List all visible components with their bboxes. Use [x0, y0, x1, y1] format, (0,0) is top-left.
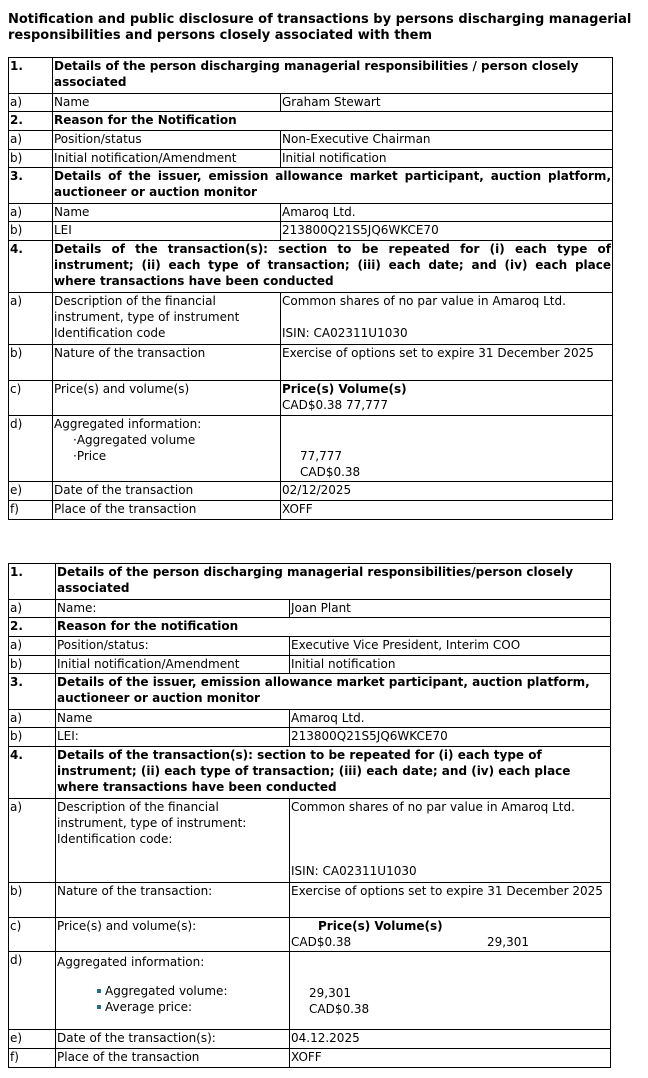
table-row	[9, 416, 613, 482]
row-label: Position/status:	[56, 637, 290, 656]
row-label: Name	[53, 94, 281, 112]
row-label: LEI:	[56, 728, 290, 747]
table-row	[9, 600, 611, 618]
section-4-header-row	[9, 241, 613, 293]
aggregated-info-label: Aggregated information:	[57, 955, 205, 969]
row-label	[56, 799, 290, 883]
row-key: a)	[9, 637, 56, 656]
row-label: Nature of the transaction	[53, 345, 281, 381]
section-number: 3.	[9, 674, 56, 710]
section-heading: Details of the person discharging managerial responsibilities / person closely associated	[53, 58, 613, 94]
row-key: f)	[9, 1049, 56, 1068]
price-value: CAD$0.38	[291, 935, 352, 949]
section-heading: Details of the issuer, emission allowance market participant, auction platform, auctioneer or auction monitor	[53, 168, 613, 204]
bullet-item	[97, 983, 288, 999]
row-key: b)	[9, 883, 56, 918]
row-label: Name:	[56, 600, 290, 618]
aggregated-value-cell	[290, 952, 611, 1030]
isin-value: ISIN: CA02311U1030	[291, 864, 417, 878]
row-label: Place of the transaction	[53, 501, 281, 520]
position-status-value: Executive Vice President, Interim COO	[290, 637, 611, 656]
aggregated-volume-label: Aggregated volume:	[105, 984, 228, 998]
table-row	[9, 204, 613, 222]
aggregated-volume-value: 29,301	[309, 986, 351, 1000]
row-key: a)	[9, 600, 56, 618]
section-3-header-row	[9, 674, 611, 710]
transaction-place-value: XOFF	[281, 501, 613, 520]
lei-value: 213800Q21S5JQ6WKCE70	[290, 728, 611, 747]
notification-type-value: Initial notification	[290, 656, 611, 674]
bullet-item	[97, 999, 288, 1015]
transaction-date-value: 04.12.2025	[290, 1030, 611, 1049]
instrument-value-cell	[281, 293, 613, 345]
table-row	[9, 293, 613, 345]
identification-code-label: Identification code:	[57, 832, 173, 846]
price-label: ·Price	[73, 449, 107, 463]
pdmr-notification-table-2	[8, 563, 611, 1068]
row-key: a)	[9, 94, 53, 112]
row-key: d)	[9, 416, 53, 482]
row-label: Initial notification/Amendment	[56, 656, 290, 674]
section-1-header-row	[9, 564, 611, 600]
aggregated-value-cell	[281, 416, 613, 482]
instrument-value-cell	[290, 799, 611, 883]
position-status-value: Non-Executive Chairman	[281, 131, 613, 150]
table-row	[9, 1049, 611, 1068]
row-key: f)	[9, 501, 53, 520]
square-bullet-icon	[97, 989, 101, 993]
row-label: LEI	[53, 222, 281, 241]
instrument-description-label: Description of the financial instrument, type of instrument	[54, 294, 240, 324]
row-key: e)	[9, 482, 53, 501]
aggregated-volume-label: ·Aggregated volume	[73, 433, 196, 447]
transaction-nature-value: Exercise of options set to expire 31 December 2025	[290, 883, 611, 918]
section-number: 4.	[9, 747, 56, 799]
section-number: 4.	[9, 241, 53, 293]
section-heading: Reason for the Notification	[53, 112, 613, 131]
issuer-name-value: Amaroq Ltd.	[290, 710, 611, 728]
section-number: 2.	[9, 112, 53, 131]
transaction-nature-value: Exercise of options set to expire 31 December 2025	[281, 345, 613, 381]
row-label: Price(s) and volume(s):	[56, 918, 290, 952]
table-row	[9, 1030, 611, 1049]
transaction-date-value: 02/12/2025	[281, 482, 613, 501]
price-volume-header: Price(s) Volume(s)	[318, 919, 443, 933]
row-key: c)	[9, 381, 53, 416]
row-label: Date of the transaction(s):	[56, 1030, 290, 1049]
transaction-place-value: XOFF	[290, 1049, 611, 1068]
row-key: b)	[9, 150, 53, 168]
instrument-description-label: Description of the financial instrument, type of instrument:	[57, 800, 247, 830]
section-heading: Details of the issuer, emission allowance market participant, auction platform, auctioneer or auction monitor	[56, 674, 611, 710]
price-value: CAD$0.38	[282, 398, 343, 412]
table-row	[9, 637, 611, 656]
table-row	[9, 918, 611, 952]
person-name-value: Graham Stewart	[281, 94, 613, 112]
section-number: 1.	[9, 58, 53, 94]
lei-value: 213800Q21S5JQ6WKCE70	[281, 222, 613, 241]
row-key: a)	[9, 131, 53, 150]
aggregated-volume-value: 77,777	[300, 449, 342, 463]
row-key: a)	[9, 204, 53, 222]
row-label	[53, 293, 281, 345]
row-label: Place of the transaction	[56, 1049, 290, 1068]
table-row	[9, 222, 613, 241]
section-2-header-row	[9, 618, 611, 637]
volume-value: 77,777	[346, 398, 389, 412]
row-key: b)	[9, 345, 53, 381]
row-label: Name	[56, 710, 290, 728]
table-row	[9, 883, 611, 918]
table-row	[9, 728, 611, 747]
table-row	[9, 131, 613, 150]
table-row	[9, 710, 611, 728]
row-key: a)	[9, 710, 56, 728]
price-volume-row	[291, 934, 609, 950]
section-3-header-row	[9, 168, 613, 204]
issuer-name-value: Amaroq Ltd.	[281, 204, 613, 222]
row-key: b)	[9, 656, 56, 674]
row-key: a)	[9, 799, 56, 883]
aggregated-bullet-list	[57, 983, 288, 1015]
aggregated-label-cell	[53, 416, 281, 482]
pdmr-notification-table-1	[8, 57, 613, 520]
price-volume-header: Price(s) Volume(s)	[282, 382, 407, 396]
row-label: Nature of the transaction:	[56, 883, 290, 918]
notification-type-value: Initial notification	[281, 150, 613, 168]
section-heading: Details of the transaction(s): section to be repeated for (i) each type of instrument; (ii) each type of transaction; (iii) each date; and (iv) each place where transactions have been conducted	[53, 241, 613, 293]
section-heading: Details of the transaction(s): section to be repeated for (i) each type of instrument; (ii) each type of transaction; (iii) each date; and (iv) each place where transactions have been conducted	[56, 747, 611, 799]
row-key: a)	[9, 293, 53, 345]
table-row	[9, 952, 611, 1030]
table-row	[9, 94, 613, 112]
row-key: b)	[9, 728, 56, 747]
price-volume-cell	[281, 381, 613, 416]
square-bullet-icon	[97, 1005, 101, 1009]
table-row	[9, 345, 613, 381]
person-name-value: Joan Plant	[290, 600, 611, 618]
section-number: 3.	[9, 168, 53, 204]
row-key: c)	[9, 918, 56, 952]
row-label: Price(s) and volume(s)	[53, 381, 281, 416]
average-price-label: Average price:	[105, 1000, 192, 1014]
row-key: d)	[9, 952, 56, 1030]
section-number: 2.	[9, 618, 56, 637]
table-row	[9, 381, 613, 416]
isin-value: ISIN: CA02311U1030	[282, 326, 408, 340]
instrument-description-value: Common shares of no par value in Amaroq Ltd.	[282, 294, 566, 308]
table-row	[9, 501, 613, 520]
section-2-header-row	[9, 112, 613, 131]
table-row	[9, 150, 613, 168]
aggregated-info-label: Aggregated information:	[54, 417, 202, 431]
section-heading: Details of the person discharging managerial responsibilities/person closely associated	[56, 564, 611, 600]
volume-value: 29,301	[487, 935, 529, 949]
section-4-header-row	[9, 747, 611, 799]
document-title: Notification and public disclosure of transactions by persons discharging managerial responsibilities and persons closely associated with them	[8, 12, 632, 43]
row-key: e)	[9, 1030, 56, 1049]
table-row	[9, 482, 613, 501]
price-volume-cell	[290, 918, 611, 952]
row-label: Date of the transaction	[53, 482, 281, 501]
row-label: Name	[53, 204, 281, 222]
section-number: 1.	[9, 564, 56, 600]
instrument-description-value: Common shares of no par value in Amaroq Ltd.	[291, 800, 575, 814]
table-row	[9, 656, 611, 674]
aggregated-price-value: CAD$0.38	[309, 1002, 370, 1016]
row-key: b)	[9, 222, 53, 241]
identification-code-label: Identification code	[54, 326, 166, 340]
row-label: Position/status	[53, 131, 281, 150]
table-row	[9, 799, 611, 883]
section-heading: Reason for the notification	[56, 618, 611, 637]
row-label: Initial notification/Amendment	[53, 150, 281, 168]
aggregated-label-cell	[56, 952, 290, 1030]
section-1-header-row	[9, 58, 613, 94]
aggregated-price-value: CAD$0.38	[300, 465, 361, 479]
